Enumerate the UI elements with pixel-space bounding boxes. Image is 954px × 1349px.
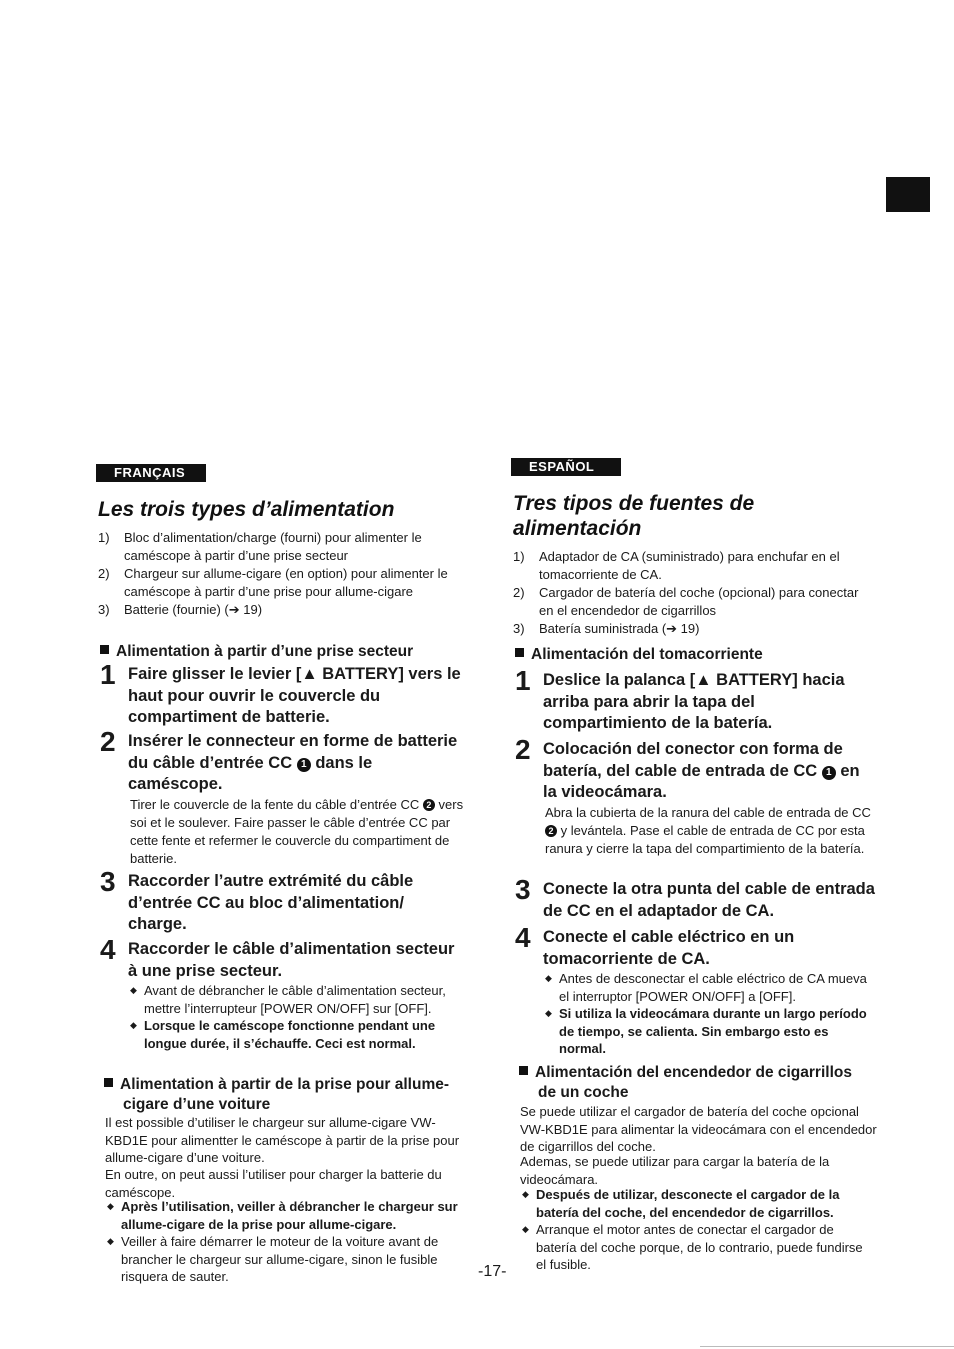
- french-car-paragraph-2: En outre, on peut aussi l’utiliser pour charger la batterie du caméscope.: [105, 1167, 442, 1200]
- list-item: 2) Chargeur sur allume-cigare (en option) pour alimenter le caméscope à partir d’une prise pour allume-cigare: [98, 566, 448, 599]
- step-notes: [100, 982, 466, 1052]
- step-heading: Colocación del conector con forma de batería, del cable de entrada de CC 1 en la videocámara.: [543, 740, 860, 801]
- step-number: 2: [100, 726, 116, 757]
- language-badge-french: FRANÇAIS: [96, 464, 206, 482]
- spanish-power-types-list: [513, 548, 873, 638]
- spanish-step-1: [515, 665, 875, 735]
- list-item: ◆ Après l’utilisation, veiller à débrancher le chargeur sur allume-cigare de la prise pour allume-cigare.: [107, 1199, 458, 1232]
- square-bullet-icon: [515, 648, 524, 657]
- spanish-step-3: [515, 874, 877, 922]
- callout-1-icon: 1: [822, 766, 836, 780]
- list-item: ◆ Antes de desconectar el cable eléctrico de CA mueva el interruptor [POWER ON/OFF] a [OFF].: [545, 971, 867, 1004]
- step-number: 1: [100, 659, 116, 690]
- step-number: 2: [515, 734, 531, 765]
- french-car-paragraph: Il est possible d’utiliser le chargeur sur allume-cigare VW-KBD1E pour alimentter le caméscope à partir de la prise pour allume-cigare d’une voiture.: [105, 1115, 460, 1165]
- french-step-4: [100, 934, 466, 1052]
- list-item: ◆ Lorsque le caméscope fonctionne pendant une longue durée, il s’échauffe. Ceci est normal.: [130, 1018, 436, 1051]
- spanish-section-ac-outlet: Alimentación del tomacorriente: [515, 645, 875, 665]
- french-title: Les trois types d’alimentation: [98, 498, 395, 521]
- spanish-car-notes: [520, 1186, 876, 1274]
- list-item: ◆ Avant de débrancher le câble d’alimentation secteur, mettre l’interrupteur [POWER ON/OFF] sur [OFF].: [130, 983, 446, 1016]
- step-heading: Raccorder le câble d’alimentation secteur à une prise secteur.: [128, 940, 455, 980]
- french-power-types-list: [98, 529, 458, 619]
- list-item: 3) Batterie (fournie) (➔ 19): [98, 602, 263, 617]
- list-item: ◆ Veiller à faire démarrer le moteur de la voiture avant de brancher le chargeur sur allume-cigare, sinon le fusible risquera de sauter.: [107, 1234, 439, 1284]
- list-item: ◆ Si utiliza la videocámara durante un largo período de tiempo, se calienta. Sin embargo esto es normal.: [545, 1006, 867, 1056]
- french-section-car-lighter: Alimentation à partir de la prise pour allume-cigare d’une voiture: [104, 1075, 473, 1115]
- list-item: 3) Batería suministrada (➔ 19): [513, 621, 700, 636]
- french-step-3: [100, 866, 466, 936]
- step-number: 3: [100, 866, 116, 897]
- square-bullet-icon: [100, 645, 109, 654]
- french-step-2: [100, 726, 466, 868]
- step-heading: Deslice la palanca [▲ BATTERY] hacia arriba para abrir la tapa del compartimiento de la batería.: [543, 671, 845, 732]
- step-number: 4: [515, 922, 531, 953]
- step-number: 4: [100, 934, 116, 965]
- step-heading: Faire glisser le levier [▲ BATTERY] vers le haut pour ouvrir le couvercle du compartiment de batterie.: [128, 665, 461, 726]
- step-body: Tirer le couvercle de la fente du câble d’entrée CC 2 vers soi et le soulever. Faire passer le câble d’entrée CC par cette fente et refermer le couvercle du compartiment de batterie.: [130, 796, 464, 866]
- step-heading: Insérer le connecteur en forme de batterie du câble d’entrée CC 1 dans le caméscope.: [128, 732, 458, 793]
- square-bullet-icon: [519, 1066, 528, 1075]
- list-item: 1) Adaptador de CA (suministrado) para enchufar en el tomacorriente de CA.: [513, 549, 840, 582]
- step-notes: [515, 970, 877, 1058]
- list-item: ◆ Arranque el motor antes de conectar el cargador de batería del coche porque, de lo contrario, puede fundirse el fusible.: [522, 1222, 863, 1272]
- step-body: Abra la cubierta de la ranura del cable de entrada de CC 2 y levántela. Pase el cable de entrada de CC por esta ranura y cierre la tapa del compartimiento de la batería.: [545, 804, 871, 856]
- language-badge-spanish: ESPAÑOL: [511, 458, 621, 476]
- spanish-step-2: [515, 734, 877, 858]
- section-tab-marker: [886, 177, 930, 212]
- square-bullet-icon: [104, 1078, 113, 1087]
- spanish-step-4: [515, 922, 877, 1058]
- step-number: 1: [515, 665, 531, 696]
- list-item: 1) Bloc d’alimentation/charge (fourni) pour alimenter le caméscope à partir d’une prise secteur: [98, 530, 422, 563]
- list-item: 2) Cargador de batería del coche (opcional) para conectar en el encendedor de cigarrillos: [513, 585, 859, 618]
- step-heading: Raccorder l’autre extrémité du câble d’entrée CC au bloc d’alimentation/ charge.: [128, 872, 414, 933]
- callout-2-icon: 2: [423, 799, 435, 811]
- spanish-section-car-lighter: Alimentación del encendedor de cigarrillos de un coche: [519, 1063, 868, 1103]
- spanish-car-paragraph-2: Ademas, se puede utilizar para cargar la batería de la videocámara.: [520, 1154, 830, 1187]
- french-step-1: [100, 659, 466, 729]
- spanish-title: Tres tipos de fuentes de alimentación: [513, 492, 755, 540]
- french-section-ac-outlet: Alimentation à partir d’une prise secteur: [100, 642, 470, 662]
- step-heading: Conecte la otra punta del cable de entrada de CC en el adaptador de CA.: [543, 880, 875, 920]
- callout-2-icon: 2: [545, 825, 557, 837]
- step-number: 3: [515, 874, 531, 905]
- french-car-notes: [105, 1198, 467, 1286]
- spanish-car-paragraph: Se puede utilizar el cargador de batería del coche opcional VW-KBD1E para alimentar la videocámara con el encendedor de cigarrillos del coche.: [520, 1104, 877, 1154]
- page-number: -17-: [478, 1263, 507, 1280]
- step-heading: Conecte el cable eléctrico en un tomacorriente de CA.: [543, 928, 795, 968]
- callout-1-icon: 1: [297, 758, 311, 772]
- bottom-divider: [700, 1346, 954, 1347]
- list-item: ◆ Después de utilizar, desconecte el cargador de la batería del coche, del encendedor de cigarrillos.: [522, 1187, 840, 1220]
